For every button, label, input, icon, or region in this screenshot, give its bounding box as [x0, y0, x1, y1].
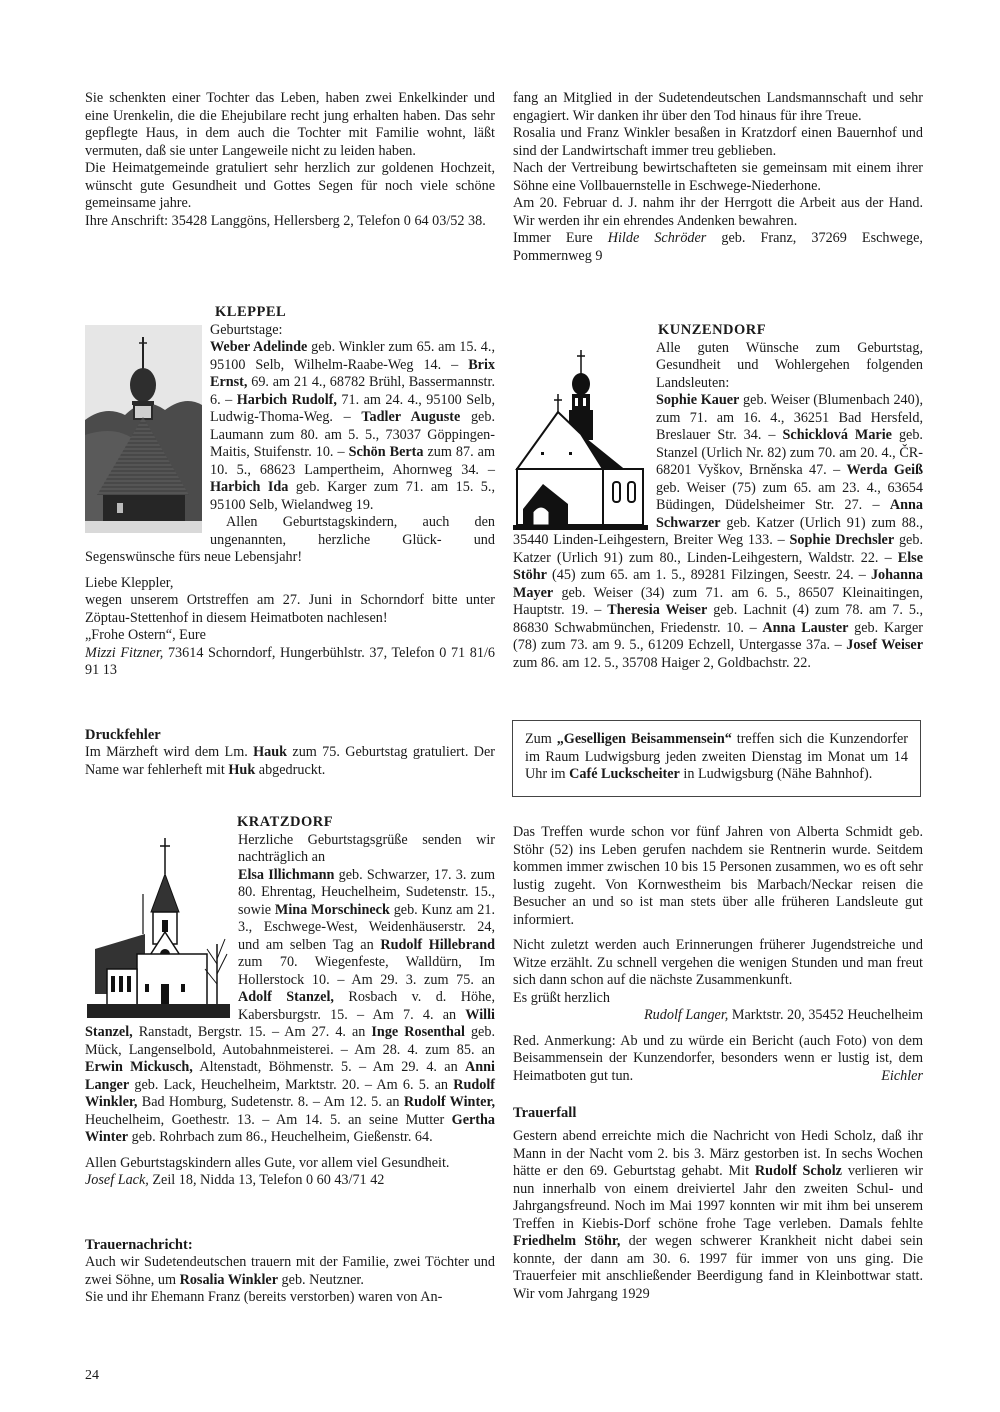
kleppel-heading: KLEPPEL — [215, 304, 287, 320]
letter-body: wegen unserem Ortstreffen am 27. Juni in Schorndorf bitte unter Zöptau-Stettenhof in diesem Heimatboten nachlesen! — [85, 592, 495, 626]
kunzendorf-heading: KUNZENDORF — [658, 322, 767, 338]
intro-paragraph: Sie schenkten einer Tochter das Leben, haben zwei Enkelkinder und eine Urenkelin, die die Ehejubilare recht jung erhalten haben. Das sehr gepflegte Haus, in dem auch die Tochter mit Familie wohnt, läßt vermuten, daß sie unter Langeweile nicht zu leiden haben. — [85, 90, 495, 159]
kunzendorf-intro: Alle guten Wünsche zum Geburtstag, Gesundheit und Wohlergehen folgenden Landsleuten: — [656, 339, 923, 391]
church-drawing — [85, 834, 230, 1019]
editor-note-signature: Eichler — [881, 1067, 923, 1084]
continuation-signature: Immer Eure Hilde Schröder geb. Franz, 37269 Eschwege, Pommernweg 9 — [513, 230, 923, 264]
church-line-drawing-image — [85, 834, 230, 1019]
continuation-paragraph: fang an Mitglied in der Sudetendeutschen Landsmannschaft und sehr engagiert. Wir danken ihr über den Tod hinaus für ihre Treue. — [513, 90, 923, 124]
person-name: Tadler Auguste — [361, 409, 461, 425]
chapel-onion-dome-image — [85, 325, 202, 533]
signature-name: Mizzi Fitzner, — [85, 644, 164, 661]
kleppel-birthdays: Weber Adelinde geb. Winkler zum 65. am 15. 4., 95100 Selb, Wilhelm-Raabe-Weg 14. – Brix Ernst, 69. am 21 4., 68782 Brühl, Bassermannstr. 6. – Harbich Rudolf, 71. am 24. 4., 95100 Selb, Ludwig-Thoma-Weg. – Tadler Auguste geb. Laumann zum 80. am 5. 5., 73037 Göppingen-Maitis, Stuifenstr. 10. – Schön Berta zum 87. am 10. 5., 68623 Lampertheim, Ahornweg 34. – Harbich Ida geb. Karger zum 71. am 15. 5., 95100 Selb, Wielandweg 19. — [210, 339, 496, 513]
kratzdorf-intro: Herzliche Geburtstagsgrüße senden wir nachträglich an — [238, 831, 495, 865]
trauernachricht-heading: Trauernachricht: — [85, 1237, 193, 1253]
treffen-signature: Rudolf Langer, Marktstr. 20, 35452 Heuchelheim — [644, 1007, 923, 1023]
letter-greeting: Liebe Kleppler, — [85, 574, 174, 591]
kratzdorf-signature: Josef Lack, Zeil 18, Nidda 13, Telefon 0 60 43/71 42 — [85, 1172, 385, 1188]
kratzdorf-section — [85, 814, 495, 1190]
continuation-paragraph: Rosalia und Franz Winkler besaßen in Kratzdorf einen Bauernhof und sind der Landwirtschaft immer treu geblieben. — [513, 125, 923, 159]
left-column — [85, 90, 495, 230]
church-tower-drawing — [513, 344, 648, 530]
trauernachricht-text: Auch wir Sudetendeutschen trauern mit der Familie, zwei Töchter und zwei Söhne, um Rosalia Winkler geb. Neutzner. — [85, 1254, 495, 1288]
person-name: Harbich Ida — [210, 479, 289, 495]
continuation-paragraph: Nach der Vertreibung bewirtschafteten sie gemeinsam mit einem ihrer Söhne eine Vollbauernstelle in Eschwege-Niederhone. — [513, 160, 923, 194]
person-name: Harbich Rudolf, — [236, 391, 337, 408]
meeting-announcement-text: Zum „Geselligen Beisammensein“ treffen sich die Kunzendorfer im Raum Ludwigsburg jeden zweiten Dienstag im Monat um 14 Uhr im Café Luckscheiter in Ludwigsburg (Nähe Bahnhof). — [525, 731, 908, 782]
kratzdorf-closing: Allen Geburtstagskindern alles Gute, vor allem viel Gesundheit. — [85, 1154, 450, 1171]
trauerfall-heading: Trauerfall — [513, 1105, 577, 1121]
person-name: Schön Berta — [348, 444, 424, 460]
trauernachricht-text-cont: Sie und ihr Ehemann Franz (bereits verstorben) waren von An- — [85, 1289, 443, 1305]
treffen-section — [513, 824, 923, 1085]
kleppel-section — [85, 304, 495, 680]
intro-paragraph: Ihre Anschrift: 35428 Langgöns, Hellersberg 2, Telefon 0 64 03/52 38. — [85, 212, 486, 229]
trauerfall-section — [513, 1104, 923, 1303]
druckfehler-heading: Druckfehler — [85, 727, 161, 743]
treffen-paragraph: Das Treffen wurde schon vor fünf Jahren von Alberta Schmidt geb. Stöhr (52) ins Leben gerufen nachdem sie Rentnerin wurde. Seitdem kommen immer zwischen 10 bis 15 Personen zusammen, wo es oft sehr lustig zugeht. Von Kornwestheim bis Marbach/Neckar reisen die Besucher an und so ist man stets über alle früheren Landsleute gut informiert. — [513, 824, 923, 928]
kunzendorf-birthdays: Sophie Kauer geb. Weiser (Blumenbach 240), zum 71. am 16. 4., 36251 Bad Hersfeld, Breslauer Str. 34. – Schicklová Marie geb. Stanzel (Urlich Nr. 82) zum 70. am 20. 4., ČR-68201 Vyškov, Brněnska 47. – Werda Geiß geb. Weiser (75) zum 65. am 23. 4., 63654 Büdingen, Düdelsheimer Str. 27. – Anna Schwarzer geb. Katzer (Urlich 91) zum 88., 35440 Linden-Leihgestern, Breiter Weg 133. – Sophie Drechsler geb. Katzer (Urlich 91) zum 80., Linden-Leihgestern, Waldstr. 22. – Else Stöhr (45) zum 65. am 1. 5., 89281 Filzingen, Seestr. 24. – Johanna Mayer geb. Weiser (34) zum 71. am 6. 5., 86507 Kleinaitingen, Hauptstr. 19. – Theresia Weiser geb. Lachnit (4) zum 78. am 7. 5., 86830 Schwabmünchen, Friedenstr. 10. – Anna Lauster geb. Karger (78) zum 73. am 9. 5., 61209 Echzell, Untergasse 37a. – Josef Weiser zum 86. am 12. 5., 35708 Haiger 2, Goldbachstr. 22. — [513, 392, 924, 671]
right-column-continuation — [513, 90, 923, 265]
person-name: Brix Ernst, — [210, 356, 495, 390]
page-number: 24 — [85, 1368, 99, 1383]
meeting-announcement-box — [512, 720, 921, 797]
kleppel-closing: Allen Geburtstagskindern, auch den ungenannten, herzliche Glück- und Segenswünsche fürs neue Lebensjahr! — [85, 514, 495, 565]
kleppel-subheading: Geburtstage: — [210, 321, 283, 338]
church-tower-drawing-image — [513, 344, 648, 530]
kratzdorf-birthdays: Elsa Illichmann geb. Schwarzer, 17. 3. zum 80. Ehrentag, Heuchelheim, Sudetenstr. 15., sowie Mina Morschineck geb. Kunz am 21. 3., Eschwege-West, Weidenhäuserstr. 24, und am selben Tag an Rudolf Hillebrand zum 70. Wiegenfeste, Walldürn, Im Hollerstock 10. – Am 29. 3. zum 75. an Adolf Stanzel, Rosbach v. d. Höhe, Kabersburgstr. 15. – Am 7. 4. an Willi Stanzel, Ranstadt, Bergstr. 15. – Am 27. 4. an Inge Rosenthal geb. Mück, Langenselbold, Autobahnmeisterei. – Am 28. 4. zum 85. an Erwin Mickusch, Altenstadt, Böhmenstr. 5. – Am 29. 4. an Anni Langer geb. Lack, Heuchelheim, Marktstr. 20. – Am 6. 5. an Rudolf Winkler, Bad Homburg, Sudetenstr. 8. – Am 12. 5. an Rudolf Winter, Heuchelheim, Goethestr. 13. – Am 14. 5. an seine Mutter Gertha Winter geb. Rohrbach zum 86., Heuchelheim, Gießenstr. 64. — [85, 866, 496, 1145]
treffen-greeting: Es grüßt herzlich — [513, 989, 610, 1006]
editor-note: Red. Anmerkung: Ab und zu würde ein Bericht (auch Foto) von dem Beisammensein der Kunzendorfer, besonders wenn er lustig ist, dem Heimatboten gut tun. Eichler — [513, 1032, 923, 1084]
intro-paragraph: Die Heimatgemeinde gratuliert sehr herzlich zur goldenen Hochzeit, wünscht gute Gesundheit und Gottes Segen für noch viele schöne gemeinsame jahre. — [85, 160, 495, 211]
druckfehler-text: Im Märzheft wird dem Lm. Hauk zum 75. Geburtstag gratuliert. Der Name war fehlerheft mit Huk abgedruckt. — [85, 744, 495, 778]
kunzendorf-section — [513, 322, 923, 672]
trauerfall-text: Gestern abend erreichte mich die Nachricht von Hedi Scholz, daß ihr Mann in der Nacht vom 2. bis 3. März gestorben ist. In sechs Wochen hätte er den 69. Geburtstag gehabt. Mit Rudolf Scholz verlieren wir nun innerhalb von einem dreiviertel Jahr den zweiten Schul- und Jahrgangsfreund. Noch im Mai 1997 konnten wir mit ihm bei unserem Treffen in Kiebis-Dorf schöne frohe Tage verleben. Damals fehlte Friedhelm Stöhr, der wegen schwerer Krankheit nicht dabei sein konnte, der dann am 30. 6. 1997 für immer von uns ging. Die Trauerfeier mit anschließender Beerdigung fand in Kleinbottwar statt. Wir vom Jahrgang 1929 — [513, 1128, 923, 1302]
kratzdorf-heading: KRATZDORF — [237, 814, 334, 830]
trauernachricht-section — [85, 1236, 495, 1307]
continuation-paragraph: Am 20. Februar d. J. nahm ihr der Herrgott die Arbeit aus der Hand. Wir werden ihr ein ehrendes Andenken bewahren. — [513, 195, 923, 229]
letter-wish: „Frohe Ostern“, Eure — [85, 627, 206, 643]
druckfehler-section — [85, 726, 495, 779]
treffen-paragraph: Nicht zuletzt werden auch Erinnerungen früherer Jugendstreiche und Witze erzählt. Zu schnell vergehen die wenigen Stunden und man freut sich dann schon auf die nächste Zusammenkunft. — [513, 937, 923, 988]
person-name: Weber Adelinde — [210, 339, 308, 355]
letter-signature: Mizzi Fitzner, 73614 Schorndorf, Hungerbühlstr. 37, Telefon 0 71 81/6 91 13 — [85, 644, 495, 678]
chapel-photo — [85, 325, 202, 533]
